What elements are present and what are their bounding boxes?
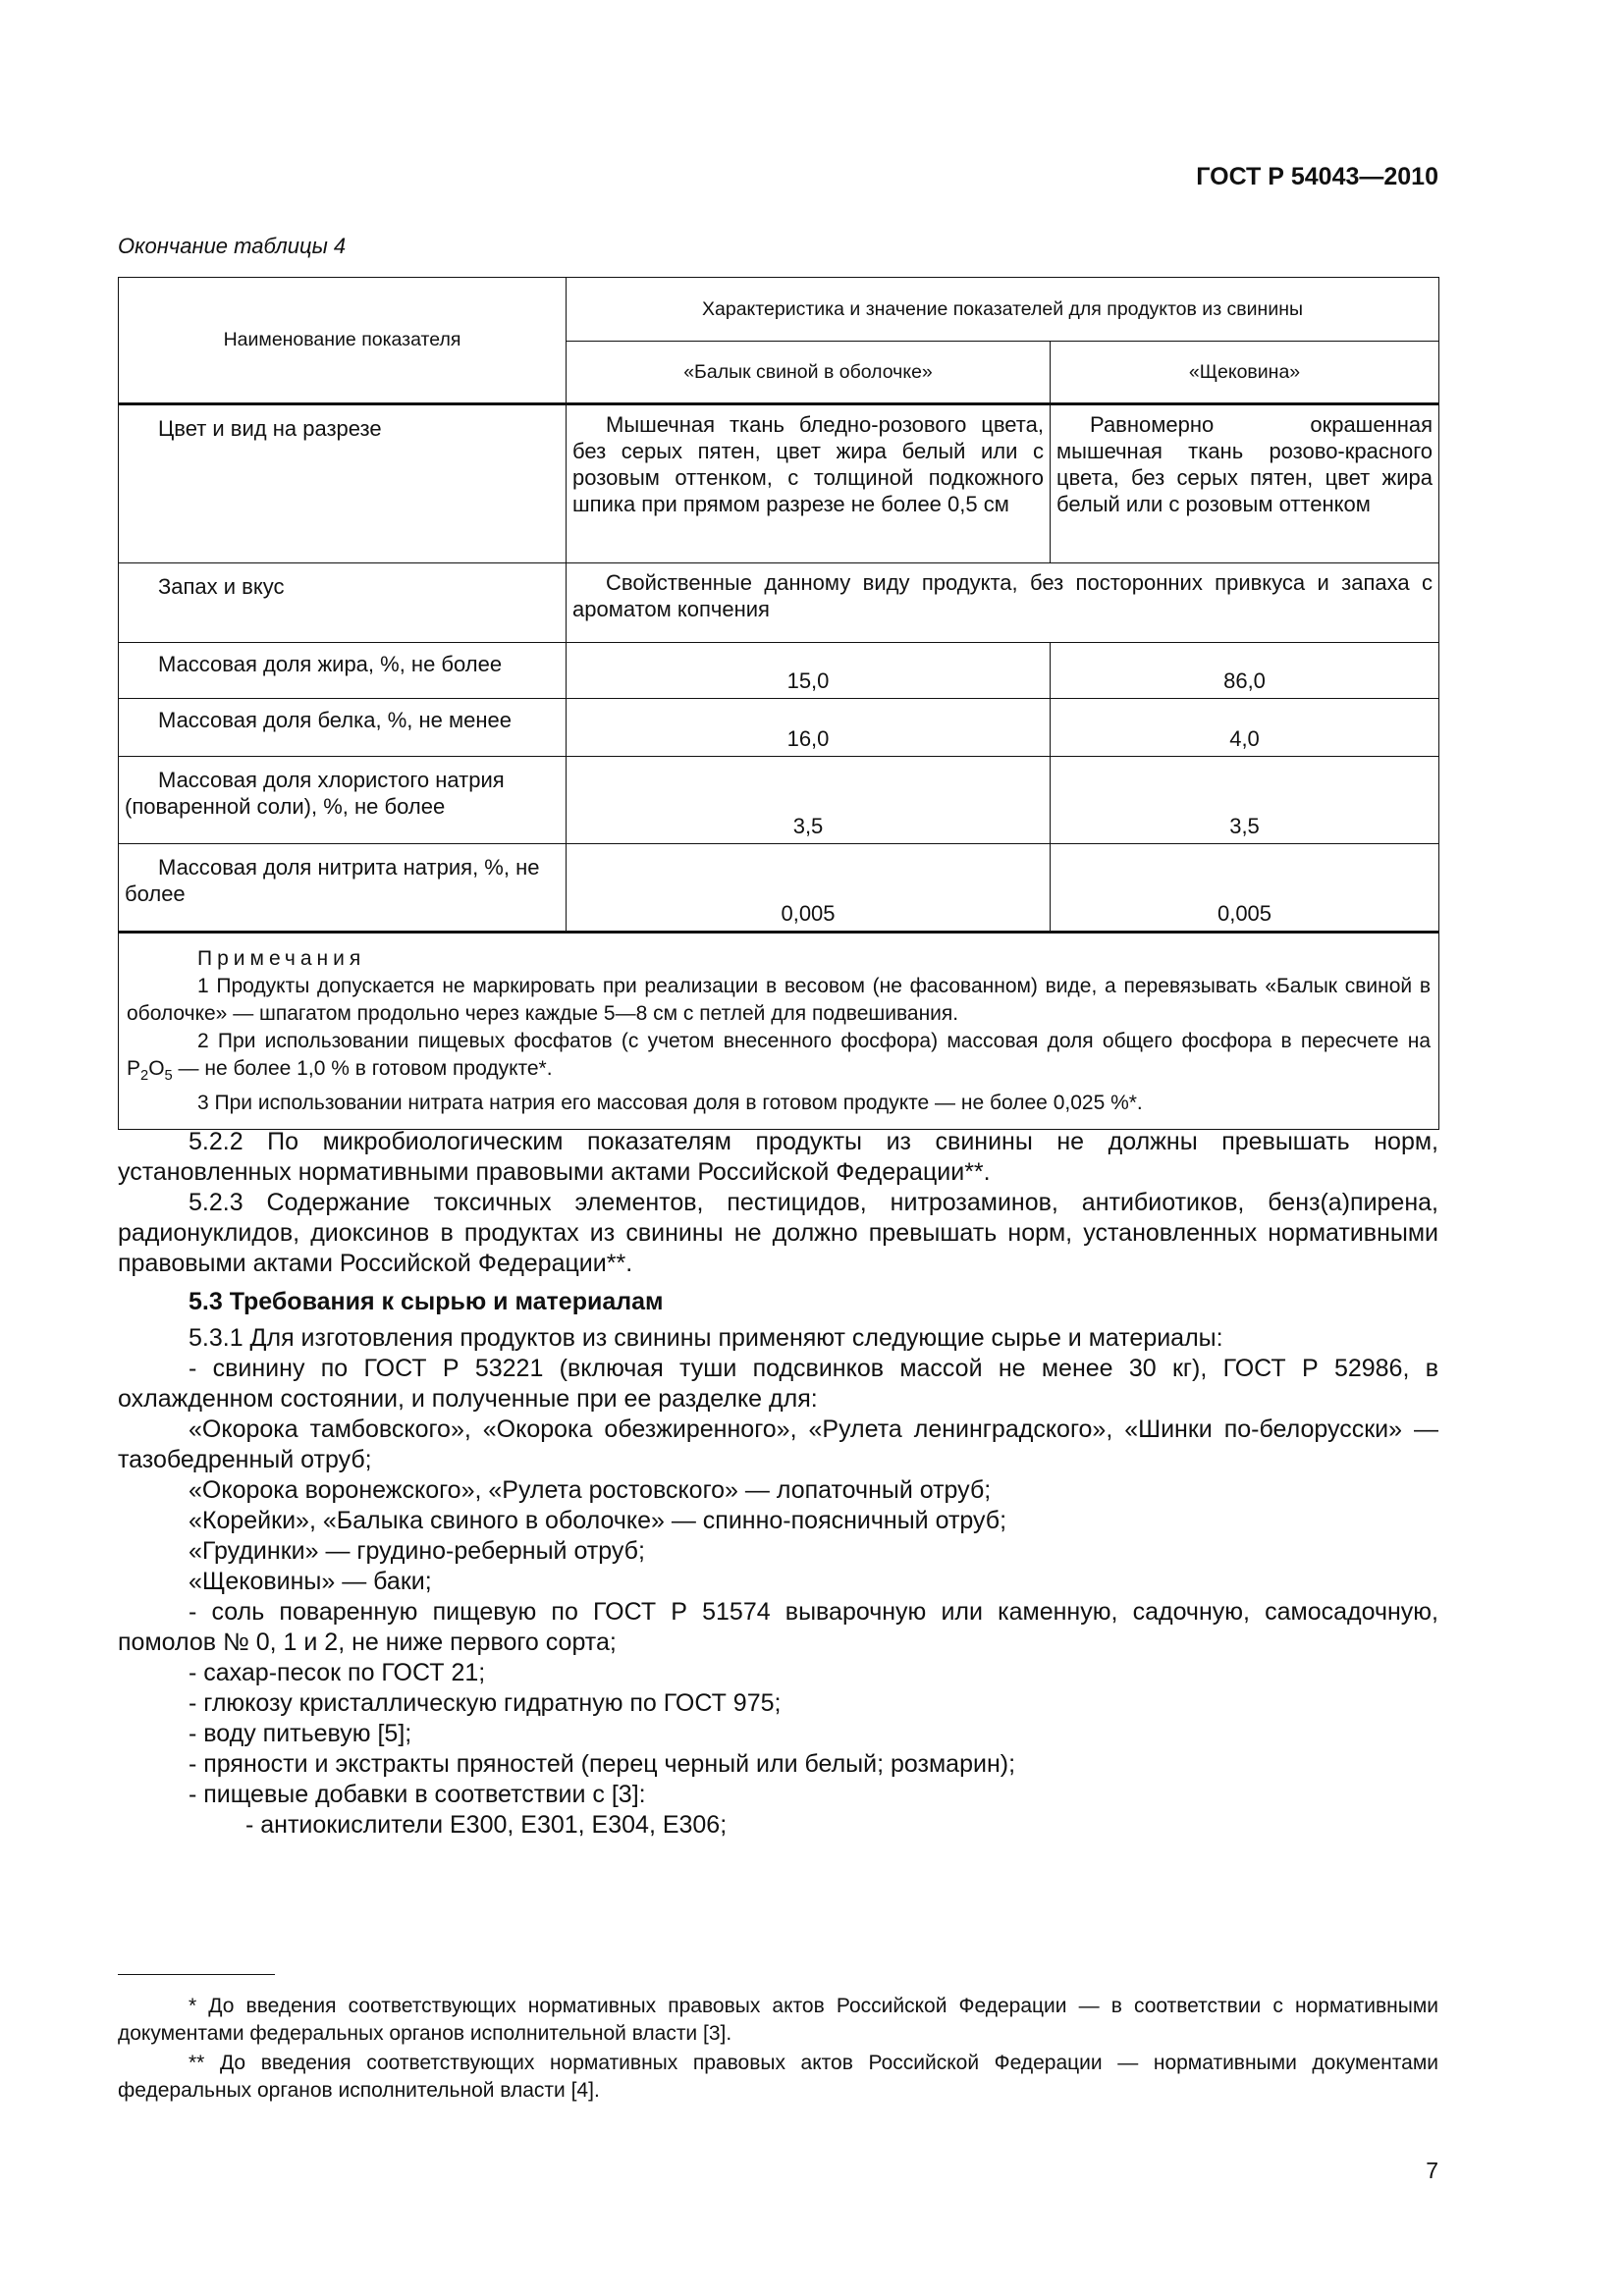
row-name: Массовая доля белка, %, не менее <box>119 699 567 757</box>
standard-code: ГОСТ Р 54043—2010 <box>1196 163 1438 190</box>
page-number: 7 <box>1426 2158 1438 2183</box>
table-row <box>119 643 1439 699</box>
list-item: - пряности и экстракты пряностей (перец черный или белый; розмарин); <box>189 1750 1016 1778</box>
list-subitem: «Корейки», «Балыка свиного в оболочке» — спинно-поясничный отруб; <box>189 1507 1007 1534</box>
header-product-shchekovina: «Щековина» <box>1051 342 1439 404</box>
list-subitem: «Грудинки» — грудино-реберный отруб; <box>189 1537 645 1565</box>
row-value: 4,0 <box>1051 699 1439 757</box>
row-name: Массовая доля жира, %, не более <box>119 643 567 699</box>
row-name: Цвет и вид на разрезе <box>119 404 567 563</box>
row-value: Мышечная ткань бледно-розового цвета, без серых пятен, цвет жира белый или с розовым оттенком, с толщиной подкожного шпика при прямом разрезе не более 0,5 см <box>567 404 1051 563</box>
note-3: 3 При использовании нитрата натрия его массовая доля в готовом продукте — не более 0,025 %*. <box>197 1092 1143 1115</box>
footnotes <box>118 1993 1438 2107</box>
header-product-balyk: «Балык свиной в оболочке» <box>567 342 1051 404</box>
paragraph-5-3-1: 5.3.1 Для изготовления продуктов из свинины применяют следующие сырье и материалы: <box>189 1324 1223 1352</box>
row-name: Массовая доля нитрита натрия, %, не более <box>119 844 567 933</box>
list-item: - воду питьевую [5]; <box>189 1720 412 1747</box>
footnote-separator <box>118 1974 275 1975</box>
list-item: - свинину по ГОСТ Р 53221 (включая туши подсвинков массой не менее 30 кг), ГОСТ Р 52986, в охлажденном состоянии, и полученные при ее разделке для: <box>118 1355 1438 1413</box>
row-value: 0,005 <box>1051 844 1439 933</box>
row-value: Свойственные данному виду продукта, без посторонних привкуса и запаха с ароматом копчения <box>567 563 1439 643</box>
list-subitem: «Щековины» — баки; <box>189 1568 432 1595</box>
list-item: - сахар-песок по ГОСТ 21; <box>189 1659 486 1686</box>
table-row <box>119 844 1439 933</box>
row-value: Равномерно окрашенная мышечная ткань розово-красного цвета, без серых пятен, цвет жира белый или с розовым оттенком <box>1051 404 1439 563</box>
indicators-table <box>118 277 1439 1130</box>
row-name: Запах и вкус <box>119 563 567 643</box>
footnote-2: ** До введения соответствующих нормативных правовых актов Российской Федерации — нормативными документами федеральных органов исполнительной власти [4]. <box>118 2052 1438 2102</box>
table-header-row <box>119 278 1439 342</box>
list-subitem: «Окорока воронежского», «Рулета ростовского» — лопаточный отруб; <box>189 1476 992 1504</box>
row-value: 16,0 <box>567 699 1051 757</box>
row-value: 0,005 <box>567 844 1051 933</box>
row-value: 15,0 <box>567 643 1051 699</box>
row-value: 86,0 <box>1051 643 1439 699</box>
header-indicator-name: Наименование показателя <box>119 278 567 404</box>
list-item: - пищевые добавки в соответствии с [3]: <box>189 1781 646 1808</box>
table-row <box>119 563 1439 643</box>
row-value: 3,5 <box>567 757 1051 844</box>
footnote-1: * До введения соответствующих нормативных правовых актов Российской Федерации — в соответствии с нормативными документами федеральных органов исполнительной власти [3]. <box>118 1995 1438 2045</box>
body-text <box>118 1127 1438 1841</box>
list-item: - соль поваренную пищевую по ГОСТ Р 51574 выварочную или каменную, садочную, самосадочную, помолов № 0, 1 и 2, не ниже первого сорта; <box>118 1598 1438 1656</box>
note-1: 1 Продукты допускается не маркировать при реализации в весовом (не фасованном) виде, а перевязывать «Балык свиной в оболочке» — шпагатом продольно через каждые 5—8 см с петлей для подвешивания. <box>127 975 1432 1025</box>
list-subitem: «Окорока тамбовского», «Окорока обезжиренного», «Рулета ленинградского», «Шинки по-белорусски» — тазобедренный отруб; <box>118 1415 1438 1473</box>
paragraph-5-2-2: 5.2.2 По микробиологическим показателям продукты из свинины не должны превышать норм, установленных нормативными правовыми актами Российской Федерации**. <box>118 1128 1438 1186</box>
list-item: - глюкозу кристаллическую гидратную по ГОСТ 975; <box>189 1689 782 1717</box>
row-name: Массовая доля хлористого натрия (поваренной соли), %, не более <box>119 757 567 844</box>
table-notes-row <box>119 933 1439 1130</box>
notes-title: Примечания <box>197 947 366 970</box>
row-value: 3,5 <box>1051 757 1439 844</box>
table-row <box>119 699 1439 757</box>
table-notes <box>119 933 1439 1130</box>
note-2: 2 При использовании пищевых фосфатов (с учетом внесенного фосфора) массовая доля общего фосфора в пересчете на $P_2O_5$ — не более 1,0 % в готовом продукте*. <box>127 1030 1432 1085</box>
header-characteristics: Характеристика и значение показателей для продуктов из свинины <box>567 278 1439 342</box>
section-heading-5-3: 5.3 Требования к сырью и материалам <box>189 1288 664 1315</box>
paragraph-5-2-3: 5.2.3 Содержание токсичных элементов, пестицидов, нитрозаминов, антибиотиков, бенз(а)пирена, радионуклидов, диоксинов в продуктах из свинины не должно превышать норм, установленных нормативными правовыми актами Российской Федерации**. <box>118 1189 1438 1277</box>
table-caption: Окончание таблицы 4 <box>118 234 347 258</box>
list-subitem: - антиокислители Е300, Е301, Е304, Е306; <box>245 1811 728 1839</box>
table-row <box>119 404 1439 563</box>
table-row <box>119 757 1439 844</box>
